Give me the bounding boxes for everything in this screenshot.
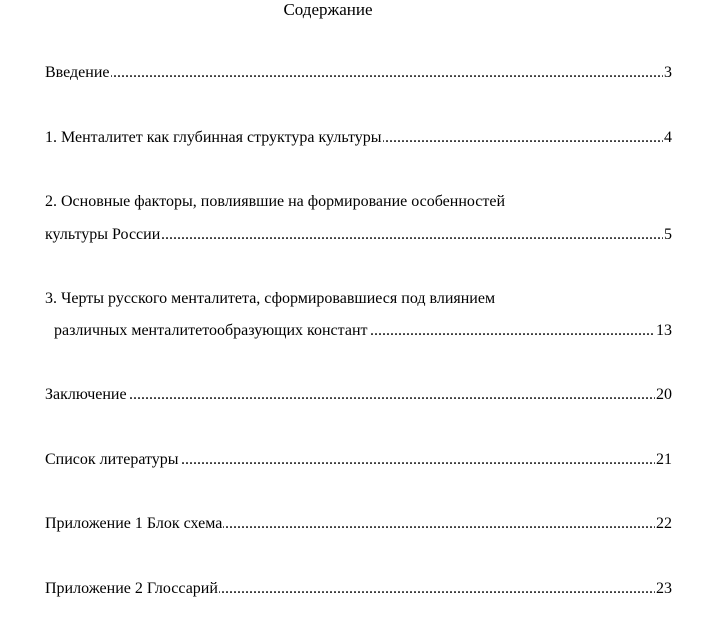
toc-entry-conclusion [45,384,672,406]
toc-entry-label: Список литературы [45,451,179,468]
toc-page-number: 22 [655,513,672,535]
toc-entry-chapter-1 [45,127,672,149]
toc-page-number: 21 [655,449,672,471]
toc-page-number: 23 [655,578,672,600]
toc-entry-appendix-2 [45,578,672,600]
toc-entry-label: 1. Менталитет как глубинная структура культуры [45,129,382,146]
toc-entry-label: Введение [45,64,110,81]
toc-entry-chapter-2 [45,224,672,246]
toc-entry-intro [45,62,672,84]
toc-entry-chapter-2-line-1: 2. Основные факторы, повлиявшие на формирование особенностей [45,193,506,210]
toc-entry-appendix-1 [45,513,672,535]
toc-page-number: 4 [663,127,672,149]
toc-entry-references [45,449,672,471]
dot-leader [45,62,672,84]
toc-entry-chapter-3-line-1: 3. Черты русского менталитета, сформировавшиеся под влиянием [45,290,496,307]
toc-entry-chapter-3 [54,320,672,342]
page-title: Содержание [283,0,373,19]
dot-leader [45,384,672,406]
toc-entry-label: Заключение [45,386,127,403]
toc-entry-label: различных менталитетообразующих констант [54,322,368,339]
toc-page-number: 5 [663,224,672,246]
toc-entry-label: Приложение 2 Глоссарий [45,580,218,597]
toc-page-number: 3 [663,62,672,84]
toc-page-number: 20 [655,384,672,406]
toc-entry-label: Приложение 1 Блок схема [45,515,223,532]
toc-entry-label: культуры России [45,226,161,243]
toc-page-number: 13 [655,320,672,342]
